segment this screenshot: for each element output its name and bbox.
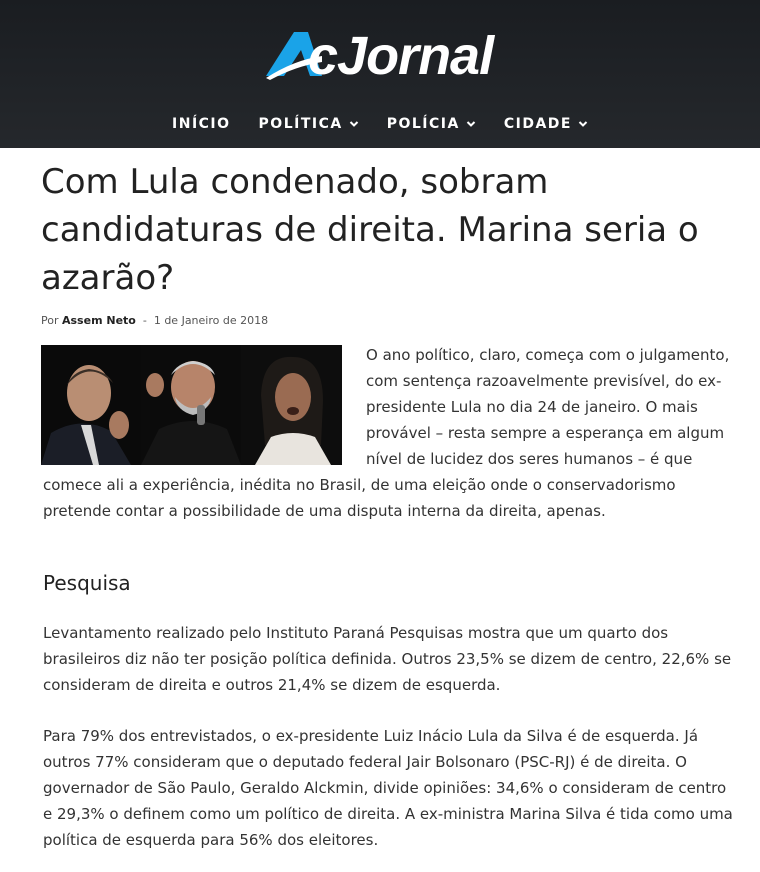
site-header — [0, 0, 760, 148]
logo-text-rest: cJornal — [308, 26, 494, 86]
nav-item-politica[interactable] — [245, 112, 373, 136]
logo-text — [270, 26, 493, 86]
nav-item-label: POLÍCIA — [386, 116, 460, 132]
article-meta — [41, 314, 268, 327]
intro-text: O ano político, claro, começa com o julgamento, com sentença razoavelmente previsível, do ex-presidente Lula no dia 24 de janeiro. O mais provável – resta sempre a esperança em algum nível de lucidez dos seres humanos – é que comece ali a experiência, inédita no Brasil, de uma eleição onde o conservadorismo pretende contar a possibilidade de uma disputa interna da direita, apenas. — [43, 346, 730, 520]
by-label: Por — [41, 314, 59, 327]
section-heading: Pesquisa — [43, 571, 131, 595]
nav-item-cidade[interactable] — [490, 112, 602, 136]
nav-item-label: CIDADE — [503, 116, 572, 132]
article-paragraph-2: Para 79% dos entrevistados, o ex-presidente Luiz Inácio Lula da Silva é de esquerda. Já outros 77% consideram que o deputado federal Jair Bolsonaro (PSC-RJ) é de direita. O governador de São Paulo, Geraldo Alckmin, divide opiniões: 34,6% o consideram de centro e 29,3% o definem como um político de direita. A ex-ministra Marina Silva é tida como uma política de esquerda para 56% dos eleitores. — [43, 727, 733, 849]
nav-item-inicio[interactable] — [158, 112, 245, 136]
article-intro — [43, 342, 735, 524]
chevron-down-icon — [466, 119, 476, 129]
chevron-down-icon — [349, 119, 359, 129]
main-nav — [0, 112, 760, 136]
chevron-down-icon — [578, 119, 588, 129]
site-logo[interactable] — [264, 26, 564, 86]
image-spacer — [43, 342, 366, 472]
meta-separator: - — [142, 314, 147, 327]
publish-date: 1 de Janeiro de 2018 — [153, 314, 269, 327]
article-paragraph-1: Levantamento realizado pelo Instituto Paraná Pesquisas mostra que um quarto dos brasileiros diz não ter posição política definida. Outros 23,5% se dizem de centro, 22,6% se consideram de direita e outros 21,4% se dizem de esquerda. — [43, 624, 732, 694]
author-link[interactable]: Assem Neto — [62, 314, 136, 327]
article-title: Com Lula condenado, sobram candidaturas de direita. Marina seria o azarão? — [41, 162, 699, 298]
nav-item-label: INÍCIO — [172, 116, 231, 132]
nav-item-policia[interactable] — [373, 112, 490, 136]
nav-item-label: POLÍTICA — [258, 116, 343, 132]
